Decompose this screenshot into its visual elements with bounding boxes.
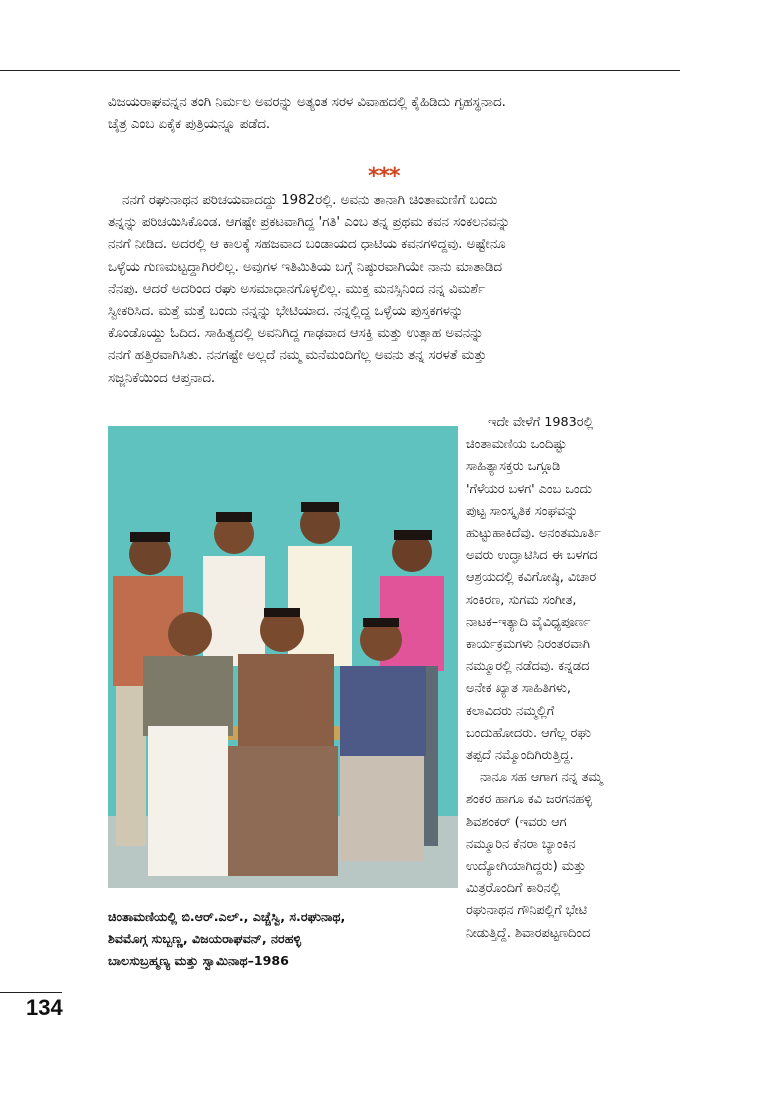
text-line: 'ಗೆಳೆಯರ ಬಳಗ' ಎಂಬ ಒಂದು [466, 481, 592, 497]
paragraph-marriage [108, 92, 680, 136]
text-line: ಅನೇಕ ಖ್ಯಾತ ಸಾಹಿತಿಗಳು, [466, 681, 571, 697]
caption-line: ಬಾಲಸುಬ್ರಹ್ಮಣ್ಯ ಮತ್ತು ಸ್ವಾಮಿನಾಥ–1986 [108, 953, 289, 968]
text-line: ಕಾರ್ಯಕ್ರಮಗಳು ನಿರಂತರವಾಗಿ [466, 637, 590, 653]
paragraph-geleyara-balaga [466, 412, 680, 945]
text-line: ನಾಟಕ–ಇತ್ಯಾದಿ ವೈವಿಧ್ಯಪೂರ್ಣ [466, 614, 591, 630]
header-rule [0, 70, 680, 71]
text-line: ಬಂದುಹೋದರು. ಆಗೆಲ್ಲ ರಘು [466, 725, 591, 741]
text-line: ಚಿಂತಾಮಣಿಯ ಒಂದಿಷ್ಟು [466, 437, 567, 453]
group-photo [108, 426, 458, 888]
section-separator: *** [368, 164, 400, 189]
text-line: ನಾನೂ ಸಹ ಆಗಾಗ ನನ್ನ ತಮ್ಮ [480, 770, 603, 786]
text-line: ನೀಡುತ್ತಿದ್ದೆ. ಶಿವಾರಪಟ್ಟಣದಿಂದ [466, 925, 591, 941]
text-line: ವಿಜಯರಾಘವನ್ನನ ತಂಗಿ ನಿರ್ಮಲ ಅವರನ್ನು ಅತ್ಯಂತ ಸರಳ ವಿವಾಹದಲ್ಲಿ ಕೈಹಿಡಿದು ಗೃಹಸ್ಥನಾದ. [108, 95, 506, 110]
text-line: ತನ್ನನ್ನು ಪರಿಚಯಿಸಿಕೊಂಡ. ಆಗಷ್ಟೇ ಪ್ರಕಟವಾಗಿದ್ದ 'ಗತಿ' ಎಂಬ ತನ್ನ ಪ್ರಥಮ ಕವನ ಸಂಕಲನವನ್ನು [108, 215, 511, 231]
photo-caption [108, 906, 458, 972]
text-line: ಶಿವಶಂಕರ್ (ಇವರು ಆಗ [466, 814, 567, 830]
paragraph-raghunath-intro [108, 190, 680, 390]
text-line: ಆಶ್ರಯದಲ್ಲಿ ಕವಿಗೋಷ್ಠಿ, ವಿಚಾರ [466, 570, 597, 586]
text-line: ಚೈತ್ರ ಎಂಬ ಏಕೈಕ ಪುತ್ರಿಯನ್ನೂ ಪಡೆದ. [108, 117, 271, 133]
text-line: ಸಜ್ಜನಿಕೆಯಿಂದ ಆಪ್ತನಾದ. [108, 370, 216, 386]
page-number: 134 [26, 995, 63, 1020]
text-line: ಸ್ವೀಕರಿಸಿದ. ಮತ್ತೆ ಮತ್ತೆ ಬಂದು ನನ್ನನ್ನು ಭೇಟಿಯಾದ. ನನ್ನಲ್ಲಿದ್ದ ಒಳ್ಳೆಯ ಪುಸ್ತಕಗಳನ್ನು [108, 304, 464, 320]
text-line: ಅವರು ಉದ್ಘಾಟಿಸಿದ ಈ ಬಳಗದ [466, 548, 598, 564]
text-line: ನನಗೆ ನೀಡಿದ. ಅದರಲ್ಲಿ ಆ ಕಾಲಕ್ಕೆ ಸಹಜವಾದ ಬಂಡಾಯದ ಧಾಟಿಯ ಕವನಗಳಿದ್ದವು. ಅಷ್ಟೇನೂ [108, 237, 506, 253]
text-line: ಕಲಾವಿದರು ನಮ್ಮಲ್ಲಿಗೆ [466, 703, 555, 719]
text-line: ನಮ್ಮೂರಿನ ಕೆನರಾ ಬ್ಯಾಂಕಿನ [466, 836, 576, 852]
text-line: ಉದ್ಯೋಗಿಯಾಗಿದ್ದರು) ಮತ್ತು [466, 859, 586, 875]
text-line: ಇದೇ ವೇಳೆಗೆ 1983ರಲ್ಲಿ [488, 415, 594, 430]
text-line: ಪುಟ್ಟ ಸಾಂಸ್ಕೃತಿಕ ಸಂಘವನ್ನು [466, 503, 579, 519]
text-line: ಶಂಕರ ಹಾಗೂ ಕವಿ ಜರಗನಹಳ್ಳಿ [466, 792, 592, 808]
text-line: ಮಿತ್ರರೊಂದಿಗೆ ಕಾರಿನಲ್ಲಿ [466, 881, 561, 897]
text-line: ಸಾಹಿತ್ಯಾಸಕ್ತರು ಒಗ್ಗೂಡಿ [466, 459, 561, 475]
text-line: ಹುಟ್ಟುಹಾಕಿದೆವು. ಅನಂತಮೂರ್ತಿ [466, 526, 601, 542]
text-line: ತಪ್ಪದೆ ನಮ್ಮೊಂದಿಗಿರುತ್ತಿದ್ದ. [466, 748, 574, 764]
text-line: ನೆನಪು. ಆದರೆ ಅದರಿಂದ ರಘು ಅಸಮಾಧಾನಗೊಳ್ಳಲಿಲ್ಲ. ಮುಕ್ತ ಮನಸ್ಸಿನಿಂದ ನನ್ನ ವಿಮರ್ಶೆ [108, 281, 485, 297]
text-line: ಸಂಕಿರಣ, ಸುಗಮ ಸಂಗೀತ, [466, 592, 577, 608]
caption-line: ಚಿಂತಾಮಣಿಯಲ್ಲಿ ಬಿ.ಆರ್.ಎಲ್., ಎಚ್ಚೆಸ್ವಿ, ಸ.ರಘುನಾಥ, [108, 909, 346, 924]
text-line: ಒಳ್ಳೆಯ ಗುಣಮಟ್ಟದ್ದಾಗಿರಲಿಲ್ಲ. ಅವುಗಳ ಇತಿಮಿತಿಯ ಬಗ್ಗೆ ನಿಷ್ಠುರವಾಗಿಯೇ ನಾನು ಮಾತಾಡಿದ [108, 259, 502, 275]
footer-rule [0, 992, 62, 993]
text-line: ನಮ್ಮೂರಲ್ಲಿ ನಡೆದವು. ಕನ್ನಡದ [466, 659, 590, 675]
text-line: ನನಗೆ ರಘುನಾಥನ ಪರಿಚಯವಾದದ್ದು 1982ರಲ್ಲಿ. ಅವನು ತಾನಾಗಿ ಚಿಂತಾಮಣಿಗೆ ಬಂದು [122, 193, 498, 208]
caption-line: ಶಿವಮೊಗ್ಗ ಸುಬ್ಬಣ್ಣ, ವಿಜಯರಾಘವನ್, ನರಹಳ್ಳಿ [108, 931, 302, 946]
text-line: ನನಗೆ ಹತ್ತಿರವಾಗಿಸಿತು. ನನಗಷ್ಟೇ ಅಲ್ಲದೆ ನಮ್ಮ ಮನೆಮಂದಿಗೆಲ್ಲ ಅವನು ತನ್ನ ಸರಳತೆ ಮತ್ತು [108, 348, 487, 364]
text-line: ಕೊಂಡೊಯ್ದು ಓದಿದ. ಸಾಹಿತ್ಯದಲ್ಲಿ ಅವನಿಗಿದ್ದ ಗಾಢವಾದ ಆಸಕ್ತಿ ಮತ್ತು ಉತ್ಸಾಹ ಅವನನ್ನು [108, 326, 484, 342]
text-line: ರಘುನಾಥನ ಗೌನಿಪಲ್ಲಿಗೆ ಭೇಟಿ [466, 903, 588, 919]
